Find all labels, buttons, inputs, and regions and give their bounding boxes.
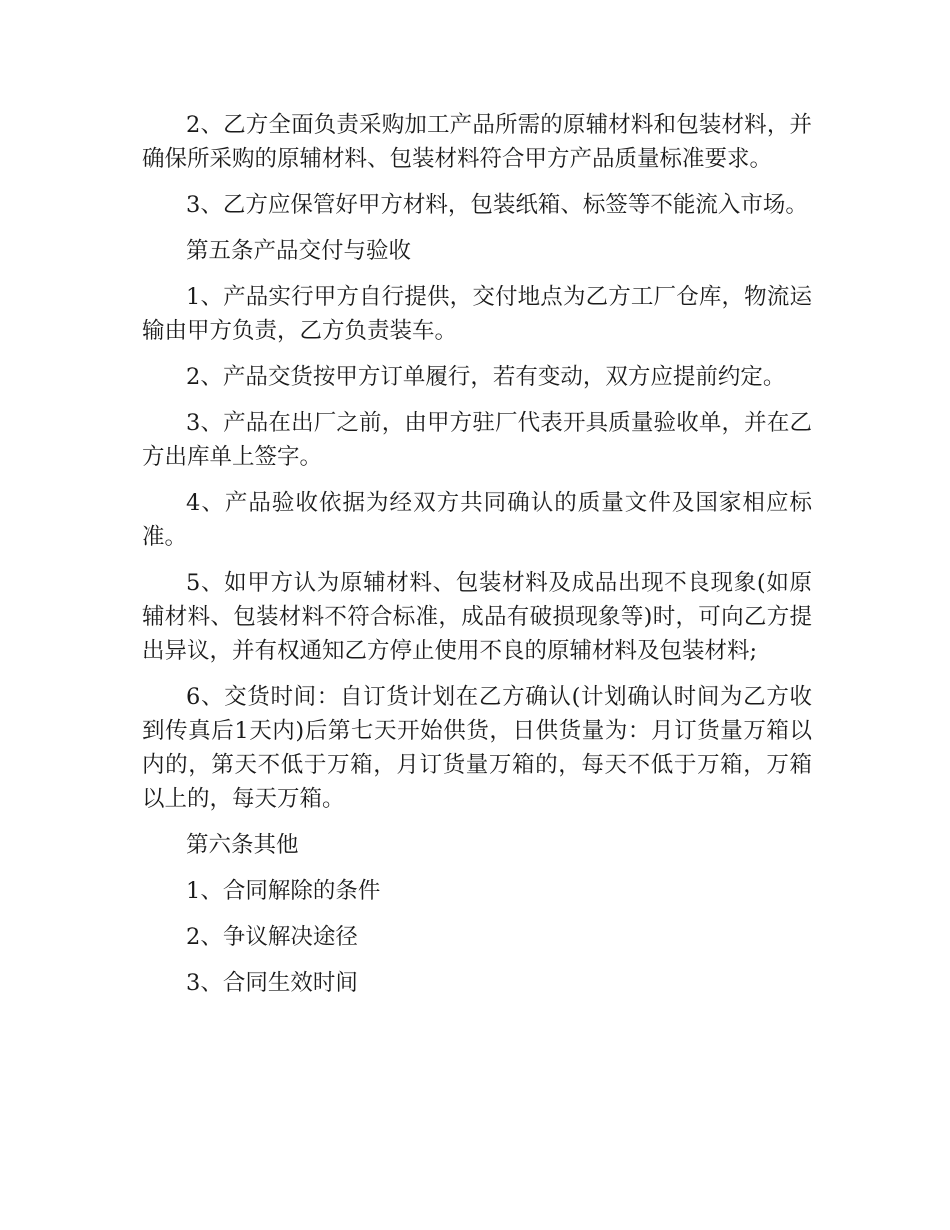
clause-paragraph: 1、产品实行甲方自行提供，交付地点为乙方工厂仓库，物流运输由甲方负责，乙方负责装车。 [142,284,812,344]
clause-paragraph: 3、产品在出厂之前，由甲方驻厂代表开具质量验收单，并在乙方出库单上签字。 [142,410,812,470]
clause-paragraph: 4、产品验收依据为经双方共同确认的质量文件及国家相应标准。 [142,490,812,550]
section-heading: 第五条产品交付与验收 [186,238,412,264]
clause-paragraph: 3、乙方应保管好甲方材料，包装纸箱、标签等不能流入市场。 [186,192,808,218]
clause-item: 2、争议解决途径 [186,924,358,950]
document-body [142,108,812,1012]
clause-paragraph: 5、如甲方认为原辅材料、包装材料及成品出现不良现象(如原辅材料、包装材料不符合标准，成品有破损现象等)时，可向乙方提出异议，并有权通知乙方停止使用不良的原辅材料及包装材料; [142,570,812,664]
clause-paragraph: 2、乙方全面负责采购加工产品所需的原辅材料和包装材料，并确保所采购的原辅材料、包装材料符合甲方产品质量标准要求。 [142,112,812,172]
section-heading: 第六条其他 [186,832,299,858]
clause-paragraph: 6、交货时间：自订货计划在乙方确认(计划确认时间为乙方收到传真后1天内)后第七天开始供货，日供货量为：月订货量万箱以内的，第天不低于万箱，月订货量万箱的，每天不低于万箱，万箱以上的，每天万箱。 [142,684,812,812]
clause-item: 3、合同生效时间 [186,970,358,996]
clause-item: 1、合同解除的条件 [186,878,381,904]
clause-paragraph: 2、产品交货按甲方订单履行，若有变动，双方应提前约定。 [186,364,786,390]
